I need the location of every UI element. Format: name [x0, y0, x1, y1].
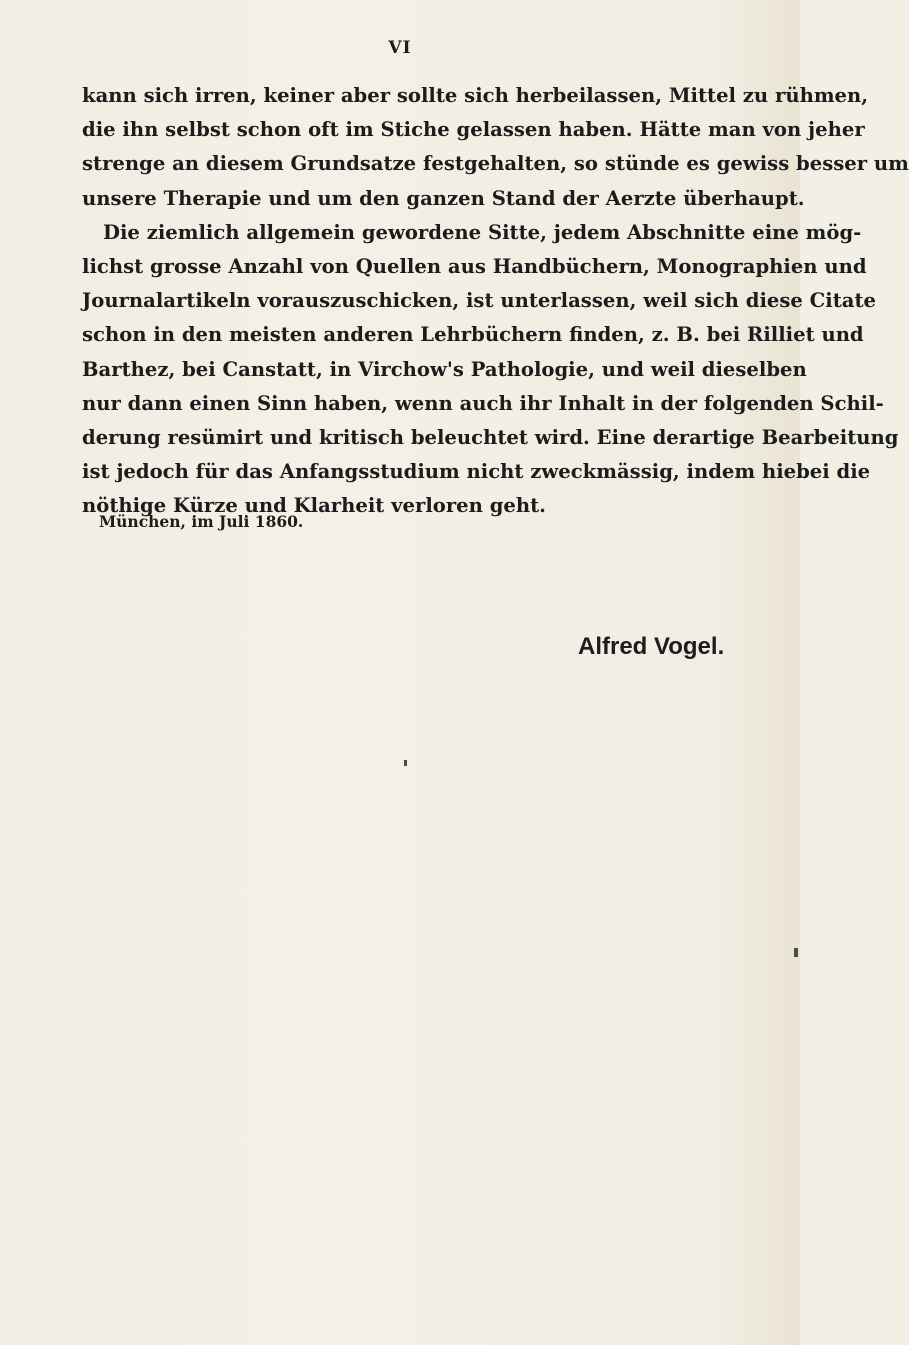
text-line: ist jedoch für das Anfangsstudium nicht zweckmässig, indem hiebei die — [82, 460, 871, 484]
body-text — [82, 79, 909, 523]
text-line: unsere Therapie und um den ganzen Stand der Aerzte überhaupt. — [82, 186, 805, 210]
text-line: nöthige Kürze und Klarheit verloren geht. — [82, 494, 546, 518]
text-line: schon in den meisten anderen Lehrbüchern finden, z. B. bei Rilliet und — [82, 323, 864, 347]
text-line: nur dann einen Sinn haben, wenn auch ihr Inhalt in der folgenden Schil- — [82, 391, 884, 415]
text-line: Barthez, bei Canstatt, in Virchow's Pathologie, und weil dieselben — [82, 357, 807, 381]
print-speck — [404, 760, 407, 766]
text-line: Journalartikeln vorauszuschicken, ist unterlassen, weil sich diese Citate — [82, 289, 876, 313]
text-line: die ihn selbst schon oft im Stiche gelassen haben. Hätte man von jeher — [82, 118, 865, 142]
date-line: München, im Juli 1860. — [99, 512, 304, 531]
text-line: Die ziemlich allgemein gewordene Sitte, jedem Abschnitte eine mög- — [103, 220, 862, 244]
author-signature: Alfred Vogel. — [578, 633, 725, 660]
print-speck — [794, 948, 798, 957]
text-line: strenge an diesem Grundsatze festgehalten, so stünde es gewiss besser um — [82, 152, 909, 176]
page-number: VI — [388, 38, 412, 58]
text-line: kann sich irren, keiner aber sollte sich herbeilassen, Mittel zu rühmen, — [82, 84, 869, 107]
text-line: lichst grosse Anzahl von Quellen aus Handbüchern, Monographien und — [82, 254, 867, 278]
text-line: derung resümirt und kritisch beleuchtet wird. Eine derartige Bearbeitung — [82, 425, 899, 449]
